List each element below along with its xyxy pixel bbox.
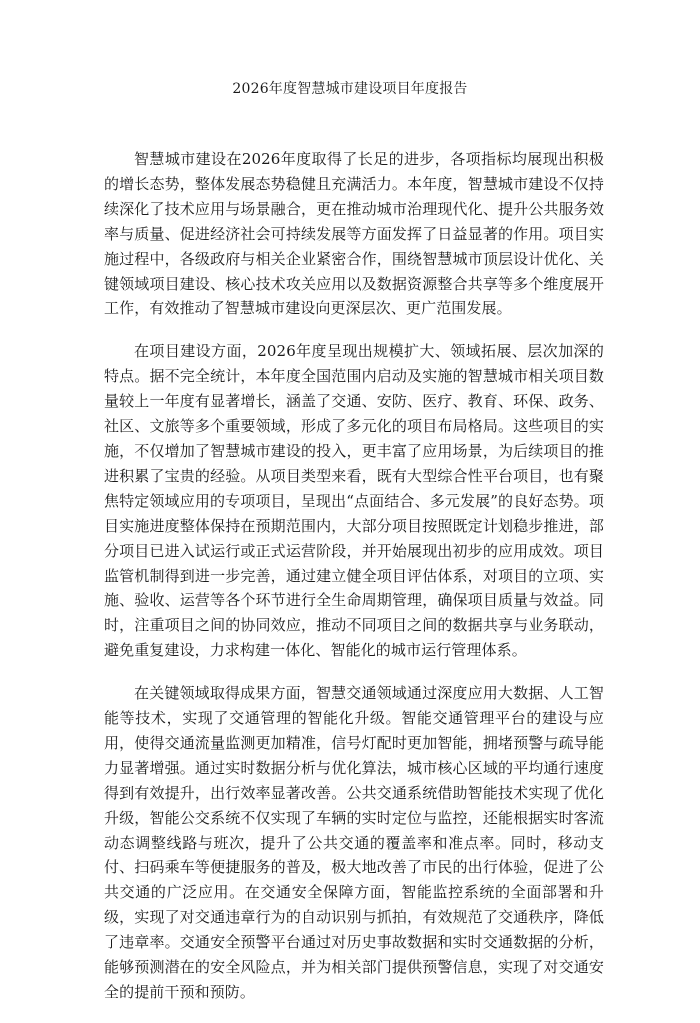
- paragraph-key-achievements: 在关键领域取得成果方面，智慧交通领域通过深度应用大数据、人工智能等技术，实现了交通管理的智能化升级。智能交通管理平台的建设与应用，使得交通流量监测更加精准，信号灯配时更加智能，拥堵预警与疏导能力显著增强。通过实时数据分析与优化算法，城市核心区域的平均通行速度得到有效提升，出行效率显著改善。公共交通系统借助智能技术实现了优化升级，智能公交系统不仅实现了车辆的实时定位与监控，还能根据实时客流动态调整线路与班次，提升了公共交通的覆盖率和准点率。同时，移动支付、扫码乘车等便捷服务的普及，极大地改善了市民的出行体验，促进了公共交通的广泛应用。在交通安全保障方面，智能监控系统的全面部署和升级，实现了对交通违章行为的自动识别与抓拍，有效规范了交通秩序，降低了违章率。交通安全预警平台通过对历史事故数据和实时交通数据的分析，能够预测潜在的安全风险点，并为相关部门提供预警信息，实现了对交通安全的提前干预和预防。: [104, 684, 604, 1001]
- paragraph-project-construction: 在项目建设方面，2026年度呈现出规模扩大、领域拓展、层次加深的特点。据不完全统计，本年度全国范围内启动及实施的智慧城市相关项目数量较上一年度有显著增长，涵盖了交通、安防、医疗、教育、环保、政务、社区、文旅等多个重要领域，形成了多元化的项目布局格局。这些项目的实施，不仅增加了智慧城市建设的投入，更丰富了应用场景，为后续项目的推进积累了宝贵的经验。从项目类型来看，既有大型综合性平台项目，也有聚焦特定领域应用的专项项目，呈现出“点面结合、多元发展”的良好态势。项目实施进度整体保持在预期范围内，大部分项目按照既定计划稳步推进，部分项目已进入试运行或正式运营阶段，并开始展现出初步的应用成效。项目监管机制得到进一步完善，通过建立健全项目评估体系，对项目的立项、实施、验收、运营等各个环节进行全生命周期管理，确保项目质量与效益。同时，注重项目之间的协同效应，推动不同项目之间的数据共享与业务联动，避免重复建设，力求构建一体化、智能化的城市运行管理体系。: [104, 342, 604, 660]
- document-body: [104, 147, 604, 1023]
- paragraph-overview: 智慧城市建设在2026年度取得了长足的进步，各项指标均展现出积极的增长态势，整体发展态势稳健且充满活力。本年度，智慧城市建设不仅持续深化了技术应用与场景融合，更在推动城市治理现代化、提升公共服务效率与质量、促进经济社会可持续发展等方面发挥了日益显著的作用。项目实施过程中，各级政府与相关企业紧密合作，围绕智慧城市顶层设计优化、关键领域项目建设、核心技术攻关应用以及数据资源整合共享等多个维度展开工作，有效推动了智慧城市建设向更深层次、更广范围发展。: [104, 150, 604, 318]
- document-title: 2026年度智慧城市建设项目年度报告: [232, 81, 468, 97]
